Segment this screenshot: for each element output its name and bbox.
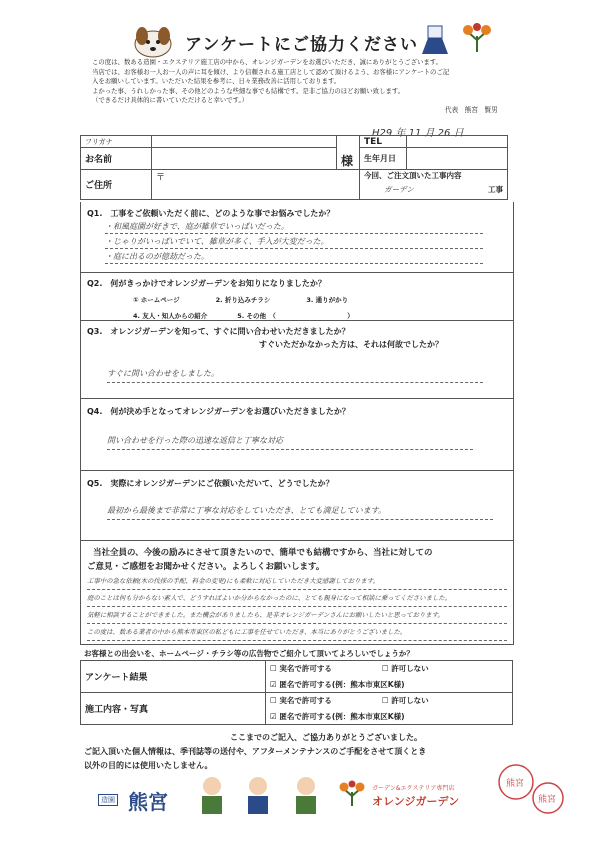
logo-left: 熊宮 — [128, 790, 168, 814]
intro-line: 入をお願いしています。いただいた結果を参考に、日々業務改善に活用しております。 — [92, 77, 341, 86]
q1-answer: ・庭に出るのが億劫だった。 — [105, 251, 483, 264]
q4-section — [80, 398, 514, 471]
opinion-line: 庭のことは何も分からない素人で、どうすればよいか分からなかったのに、とても親身になって相談に乗ってくださいました。 — [87, 593, 507, 607]
thanks-text: ここまでのご記入、ご協力ありがとうございました。 — [230, 733, 422, 742]
opinion-line: 気軽に相談することができました。また機会がありましたら、是非オレンジガーデンさんにお願いしたいと思っております。 — [87, 610, 507, 624]
option-label: 実名で許可する — [279, 664, 332, 673]
name-suffix: 様 — [337, 136, 360, 170]
opinion-line: 工事中の急な依頼(木の伐採の手配、料金の変更)にも柔軟に対応していただき大変感謝しております。 — [87, 576, 507, 590]
mascot-icon — [420, 24, 450, 56]
q3-subquestion: すぐいただかなかった方は、それは何故でしたか？ — [259, 340, 443, 349]
privacy-text: ご記入頂いた個人情報は、季刊誌等の送付や、アフターメンテナンスのご手配をさせて頂くとき — [84, 747, 427, 756]
q1-answer: ・じゃりがいっぱいでいて、雑草が多く、手入が大変だった。 — [105, 236, 483, 249]
intro-line: この度は、数ある造園・エクステリア施工店の中から、オレンジガーデンをお選びいただき、誠にありがとうございます。 — [92, 58, 443, 66]
opinion-section — [80, 540, 514, 645]
privacy-text: 以外の目的には使用いたしません。 — [84, 761, 213, 770]
q2-section — [80, 272, 514, 321]
option-label: 許可しない — [391, 696, 429, 705]
q1-section — [80, 202, 514, 273]
intro-text — [92, 58, 532, 106]
opinion-prompt: 当社全員の、今後の励みにさせて頂きたいので、簡単でも結構ですから、当社に対しての — [93, 548, 433, 558]
opinion-line: この度は、数ある業者の中から熊本市東区の私どもに工事を任せていただき、本当にありがとうございました。 — [87, 627, 507, 641]
q5-section — [80, 470, 514, 541]
logo-right-small: ガーデン&エクステリア専門店 — [372, 785, 455, 792]
address-label: ご住所 — [81, 170, 152, 200]
tel-label: TEL — [360, 136, 407, 148]
order-label: 今回、ご注文頂いた工事内容 — [364, 171, 462, 180]
option-label: 匿名で許可する(例：熊本市東区K様) — [279, 680, 405, 689]
opinion-prompt: ご意見・ご感想をお聞かせください。よろしくお願いします。 — [87, 562, 325, 572]
q4-answer: 問い合わせを行った際の迅速な返信と丁寧な対応 — [107, 435, 473, 450]
signature: 代表 熊宮 賢男 — [445, 106, 498, 114]
q4-question: Q4. 何が決め手となってオレンジガーデンをお選びいただきましたか？ — [87, 407, 350, 416]
photo-deny-checkbox[interactable]: ☐ 許可しない — [381, 696, 429, 705]
q1-question: Q1. 工事をご依頼いただく前に、どのような事でお悩みでしたか？ — [87, 209, 335, 218]
intro-line: （できるだけ具体的に書いていただけると幸いです。） — [92, 96, 249, 105]
furigana-label: フリガナ — [81, 136, 152, 148]
permission-question: お客様との出会いを、ホームページ・チラシ等の広告物でご紹介して頂いてよろしいでしょうか？ — [84, 649, 414, 658]
name-label: お名前 — [81, 148, 152, 170]
birthday-field[interactable] — [407, 148, 508, 170]
order-value: ガーデン — [384, 185, 414, 194]
option-label: 匿名で許可する(例：熊本市東区K様) — [279, 712, 405, 721]
survey-anonymous-checkbox[interactable]: ☑ 匿名で許可する(例：熊本市東区K様) — [270, 680, 405, 689]
photo-realname-checkbox[interactable]: ☐ 実名で許可する — [270, 696, 332, 705]
q2-option-other[interactable]: 5. その他 （ ） — [237, 312, 354, 320]
logo-right: オレンジガーデン — [372, 795, 460, 808]
intro-line: 当店では、お客様お一人お一人の声に耳を傾け、より信頼される施工店として認めて頂けるよう、お客様にアンケートのご記 — [92, 67, 450, 76]
survey-result-label: アンケート結果 — [81, 661, 266, 693]
construction-photo-label: 施工内容・写真 — [81, 693, 266, 725]
q3-answer: すぐに問い合わせをしました。 — [107, 368, 483, 383]
seal-stamp-text: 熊宮 — [506, 779, 525, 789]
gardeners-illustration-icon — [188, 772, 336, 816]
q2-option-flyer[interactable]: 2. 折り込みチラシ — [215, 296, 271, 304]
q2-question: Q2. 何がきっかけでオレンジガーデンをお知りになりましたか？ — [87, 279, 326, 288]
order-suffix: 工事 — [488, 185, 503, 194]
option-label: 実名で許可する — [279, 696, 332, 705]
survey-deny-checkbox[interactable]: ☐ 許可しない — [381, 664, 429, 673]
seal-stamp-text: 熊宮 — [538, 795, 557, 805]
option-label: 許可しない — [391, 664, 429, 673]
q2-option-homepage[interactable]: ① ホームページ — [133, 296, 180, 304]
q5-question: Q5. 実際にオレンジガーデンにご依頼いただいて、どうでしたか？ — [87, 479, 334, 488]
orange-garden-logo-icon — [338, 780, 366, 808]
name-field[interactable] — [152, 148, 337, 170]
dog-illustration — [128, 22, 178, 60]
survey-date: H29 年 11 月 26 日 — [372, 128, 464, 139]
q2-option-referral[interactable]: 4. 友人・知人からの紹介 — [133, 312, 208, 320]
address-field[interactable] — [152, 170, 360, 200]
intro-line: よかった事、うれしかった事、その他どのような些細な事でも結構です。是非ご協力のほどお願い致します。 — [92, 86, 405, 95]
photo-anonymous-checkbox[interactable]: ☑ 匿名で許可する(例：熊本市東区K様) — [270, 712, 405, 721]
q3-question: Q3. オレンジガーデンを知って、すぐに問い合わせいただきましたか？ — [87, 327, 350, 336]
page-title: アンケートにご協力ください — [185, 35, 418, 55]
postal-mark: 〒 — [156, 173, 166, 183]
orange-tree-logo-icon — [460, 22, 494, 54]
q3-section — [80, 320, 514, 399]
permission-table — [80, 660, 513, 725]
logo-left-small: 造園 — [98, 794, 118, 806]
q1-answer: ・和風庭園が好きで、庭が雑草でいっぱいだった。 — [105, 221, 483, 234]
survey-realname-checkbox[interactable]: ☐ 実名で許可する — [270, 664, 332, 673]
customer-info-table — [80, 135, 508, 200]
birthday-label: 生年月日 — [360, 148, 407, 170]
q5-answer: 最初から最後まで非常に丁寧な対応をしていただき、とても満足しています。 — [107, 505, 493, 520]
q2-option-passing[interactable]: 3. 通りがかり — [306, 296, 349, 304]
